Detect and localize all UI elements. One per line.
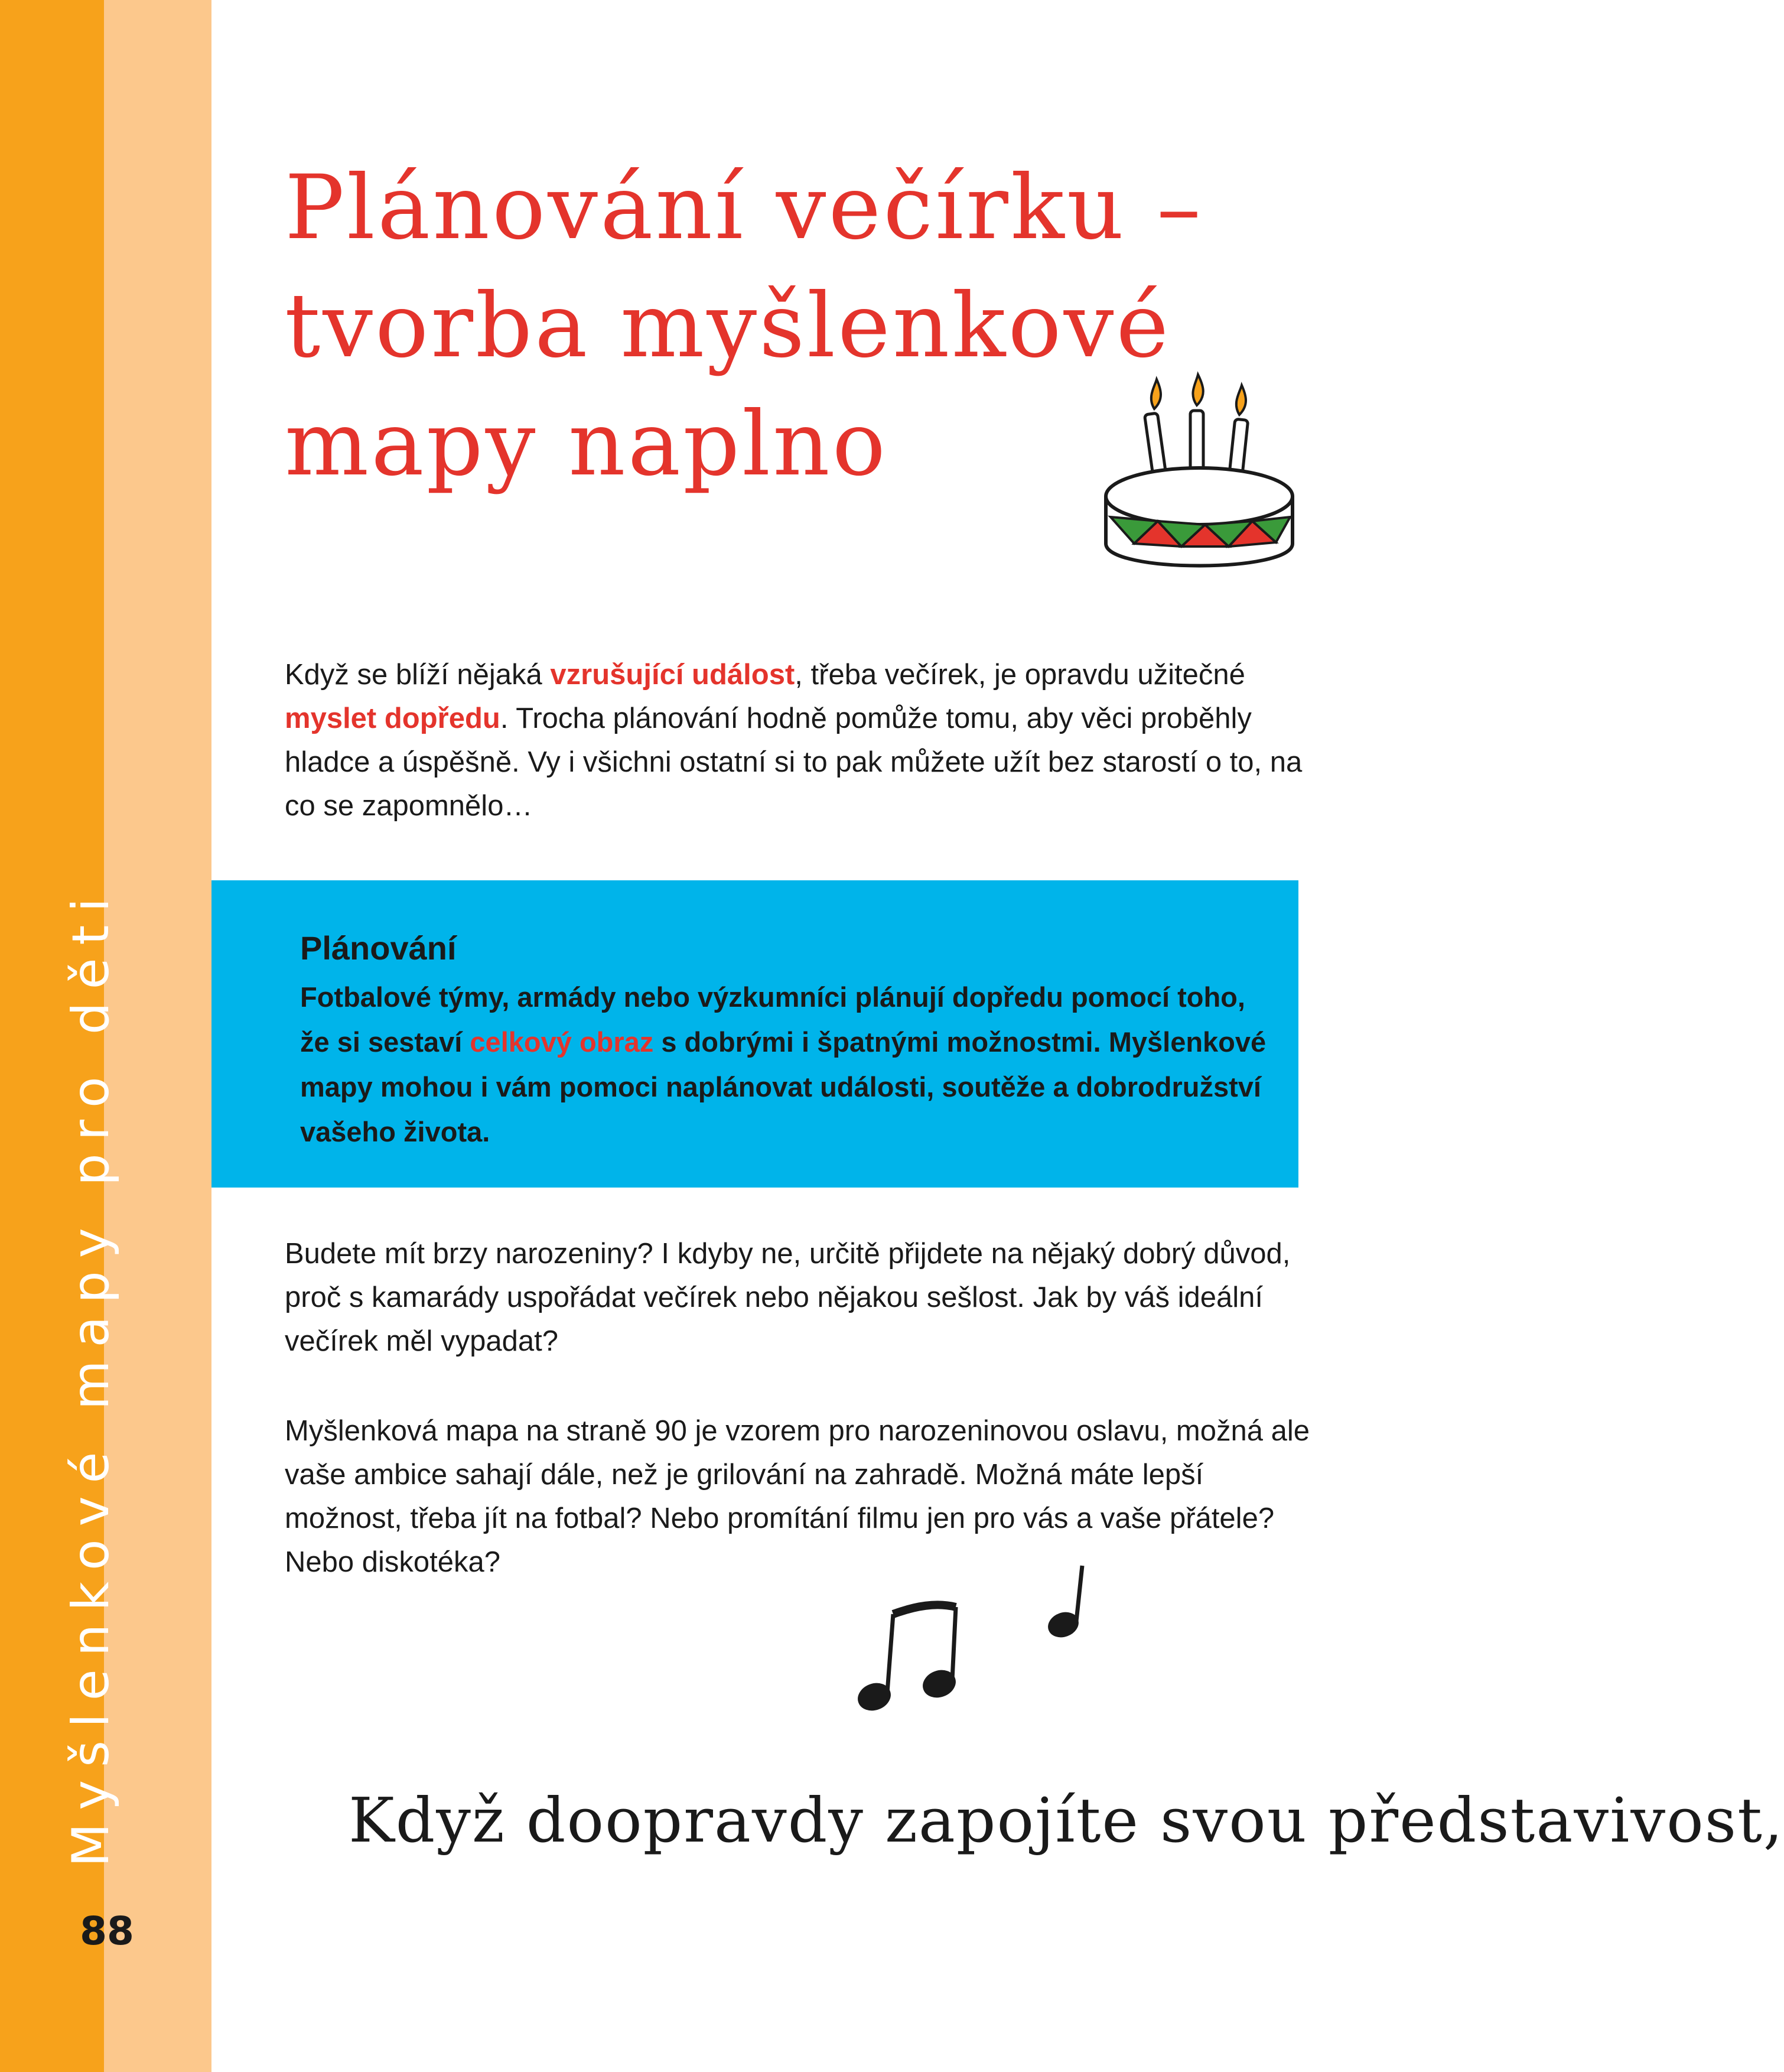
info-box-text: [300, 975, 1281, 1154]
intro-highlight-1: vzrušující událost: [550, 659, 795, 691]
page-title: [285, 149, 1206, 503]
paragraph-birthday: Budete mít brzy narozeniny? I kdyby ne, určitě přijdete na nějaký dobrý důvod, proč s kamarády uspořádat večírek nebo nějakou sešlost. Jak by váš ideální večírek měl vypadat?: [285, 1238, 1291, 1357]
birthday-cake-icon: [1093, 366, 1306, 591]
page-title-line-2: tvorba myšlenkové: [285, 275, 1171, 378]
info-text-1: Fotbalové týmy, armády nebo výzkumníci plánují dopředu pomocí toho, že si sestaví: [300, 981, 1245, 1058]
info-box-heading: Plánování: [300, 929, 457, 967]
intro-text-2: , třeba večírek, je opravdu užitečné: [795, 659, 1245, 691]
intro-paragraph: [285, 653, 1313, 828]
info-box: [211, 880, 1298, 1188]
intro-highlight-2: myslet dopředu: [285, 702, 500, 734]
info-text-2: s dobrými i špatnými možnostmi. Myšlenkové mapy mohou i vám pomoci naplánovat události, soutěže a dobrodružství vašeho života.: [300, 1026, 1267, 1147]
paragraph-mind-map: Myšlenková mapa na straně 90 je vzorem pro narozeninovou oslavu, možná ale vaše ambice sahají dále, než je grilování na zahradě. Možná máte lepší možnost, třeba jít na fotbal? Nebo promítání filmu jen pro vás a vaše přátele? Nebo diskotéka?: [285, 1415, 1310, 1578]
page-title-line-1: Plánování večírku –: [285, 157, 1204, 259]
footer-caption: Když doopravdy zapojíte svou představivost,: [349, 1784, 1784, 1856]
intro-text-1: Když se blíží nějaká: [285, 659, 551, 691]
page-title-line-3: mapy naplno: [285, 393, 888, 496]
music-notes-icon: [851, 1560, 1122, 1731]
sidebar-book-title: Myšlenkové mapy pro děti: [61, 884, 121, 1867]
intro-text-3: . Trocha plánování hodně pomůže tomu, aby věci proběhly hladce a úspěšně. Vy i všichni ostatní si to pak můžete užít bez starostí o to, na co se zapomnělo…: [285, 702, 1303, 822]
page-number: 88: [80, 1908, 134, 1954]
info-highlight: celkový obraz: [470, 1026, 654, 1058]
